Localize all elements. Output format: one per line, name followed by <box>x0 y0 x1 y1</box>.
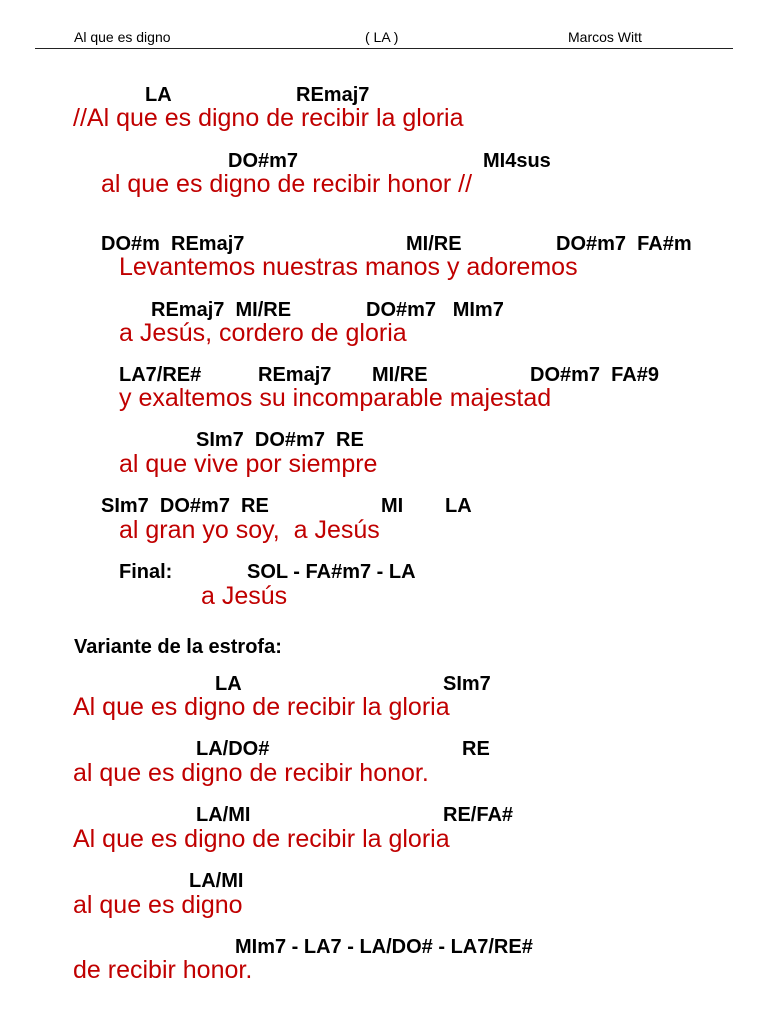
lyric-line: al que es digno de recibir honor. <box>73 759 429 787</box>
chord: MI4sus <box>483 150 551 172</box>
lyric-line: //Al que es digno de recibir la gloria <box>73 104 464 132</box>
song-key: ( LA ) <box>365 29 399 45</box>
header-divider <box>35 48 733 49</box>
lyric-line: al que es digno de recibir honor // <box>101 170 473 198</box>
song-title: Al que es digno <box>74 29 171 45</box>
chord: DO#m7 FA#9 <box>530 364 659 386</box>
chord: LA <box>215 673 242 695</box>
chord: REmaj7 <box>296 84 370 106</box>
chord: LA7/RE# <box>119 364 202 386</box>
chord: MI/RE <box>372 364 428 386</box>
chord: SIm7 DO#m7 RE <box>196 429 364 451</box>
chord: SIm7 DO#m7 RE <box>101 495 269 517</box>
lyric-line: al que vive por siempre <box>119 450 378 478</box>
lyric-line: al que es digno <box>73 891 243 919</box>
lyric-line: Al que es digno de recibir la gloria <box>73 825 450 853</box>
final-label: Final: <box>119 561 173 583</box>
lyric-line: a Jesús, cordero de gloria <box>119 319 407 347</box>
chord: RE/FA# <box>443 804 514 826</box>
chord: RE <box>462 738 490 760</box>
chord: LA <box>445 495 472 517</box>
chord: DO#m7 MIm7 <box>366 299 504 321</box>
chord: REmaj7 <box>258 364 332 386</box>
song-author: Marcos Witt <box>568 29 642 45</box>
final-chords: SOL - FA#m7 - LA <box>247 561 416 583</box>
chord: LA/MI <box>196 804 251 826</box>
chord: DO#m7 FA#m <box>556 233 692 255</box>
chord: MI/RE <box>406 233 462 255</box>
lyric-line: y exaltemos su incomparable majestad <box>119 384 552 412</box>
chord: DO#m7 <box>228 150 299 172</box>
chord: LA/DO# <box>196 738 270 760</box>
chord: MI <box>381 495 404 517</box>
chord: LA <box>145 84 172 106</box>
variant-heading: Variante de la estrofa: <box>74 636 282 658</box>
lyric-line: Al que es digno de recibir la gloria <box>73 693 450 721</box>
lyric-line: de recibir honor. <box>73 956 253 984</box>
chord: LA/MI <box>189 870 244 892</box>
chord: MIm7 - LA7 - LA/DO# - LA7/RE# <box>235 936 533 958</box>
lyric-line: al gran yo soy, a Jesús <box>119 516 380 544</box>
lyric-line: Levantemos nuestras manos y adoremos <box>119 253 578 281</box>
chord: DO#m REmaj7 <box>101 233 245 255</box>
chord: SIm7 <box>443 673 491 695</box>
chord: REmaj7 MI/RE <box>151 299 292 321</box>
lyric-line: a Jesús <box>201 582 288 610</box>
